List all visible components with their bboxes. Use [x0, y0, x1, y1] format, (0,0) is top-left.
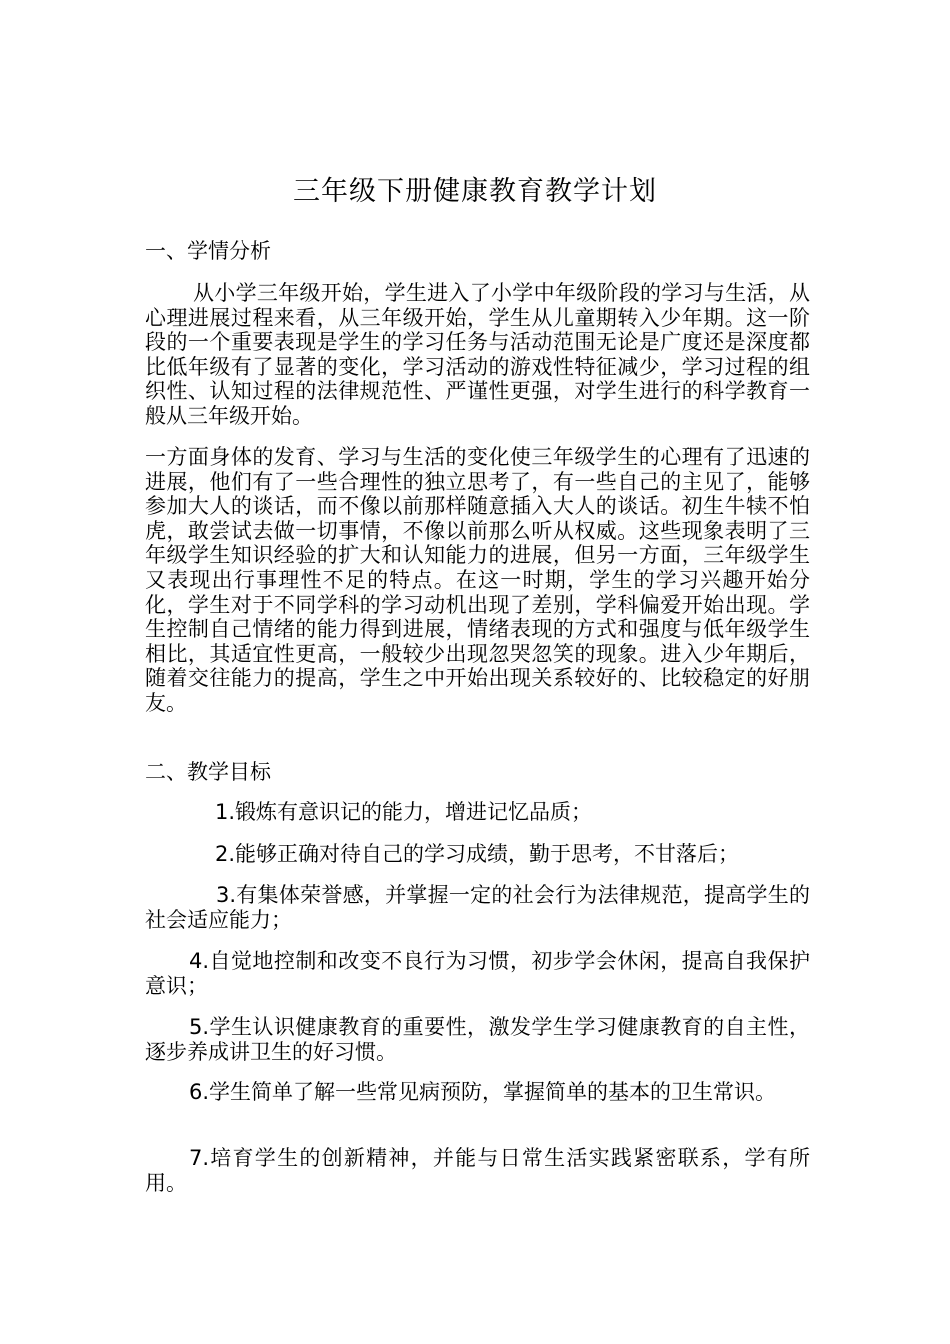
goal-item-2: 2.能够正确对待自己的学习成绩，勤于思考，不甘落后；	[215, 842, 740, 866]
goal-item-4: 4.自觉地控制和改变不良行为习惯，初步学会休闲，提高自我保护意识；	[145, 949, 810, 998]
goal-item-7: 7.培育学生的创新精神，并能与日常生活实践紧密联系，学有所用。	[145, 1146, 810, 1195]
analysis-paragraph-1: 从小学三年级开始，学生进入了小学中年级阶段的学习与生活，从心理进展过程来看，从三年级开始，学生从儿童期转入少年期。这一阶段的一个重要表现是学生的学习任务与活动范围无论是广度还是深度都比低年级有了显著的变化，学习活动的游戏性特征减少，学习过程的组织性、认知过程的法律规范性、严谨性更强，对学生进行的科学教育一般从三年级开始。	[145, 281, 810, 428]
goal-item-5: 5.学生认识健康教育的重要性，激发学生学习健康教育的自主性，逐步养成讲卫生的好习惯。	[145, 1015, 810, 1064]
section-heading-analysis: 一、学情分析	[145, 239, 271, 263]
goal-item-1: 1.锻炼有意识记的能力，增进记忆品质；	[215, 800, 593, 824]
goal-item-6: 6.学生简单了解一些常见病预防，掌握简单的基本的卫生常识。	[189, 1080, 777, 1104]
section-heading-goals: 二、教学目标	[145, 760, 271, 784]
analysis-paragraph-2: 一方面身体的发育、学习与生活的变化使三年级学生的心理有了迅速的进展，他们有了一些合理性的独立思考了，有一些自己的主见了，能够参加大人的谈话，而不像以前那样随意插入大人的谈话。初生牛犊不怕虎，敢尝试去做一切事情，不像以前那么听从权威。这些现象表明了三年级学生知识经验的扩大和认知能力的进展，但另一方面，三年级学生又表现出行事理性不足的特点。在这一时期，学生的学习兴趣开始分化，学生对于不同学科的学习动机出现了差别，学科偏爱开始出现。学生控制自己情绪的能力得到进展，情绪表现的方式和强度与低年级学生相比，其适宜性更高，一般较少出现忽哭忽笑的现象。进入少年期后，随着交往能力的提高，学生之中开始出现关系较好的、比较稳定的好朋友。	[145, 445, 810, 715]
goal-item-3: 3.有集体荣誉感，并掌握一定的社会行为法律规范，提高学生的社会适应能力；	[145, 883, 810, 932]
document-title: 三年级下册健康教育教学计划	[293, 176, 657, 207]
